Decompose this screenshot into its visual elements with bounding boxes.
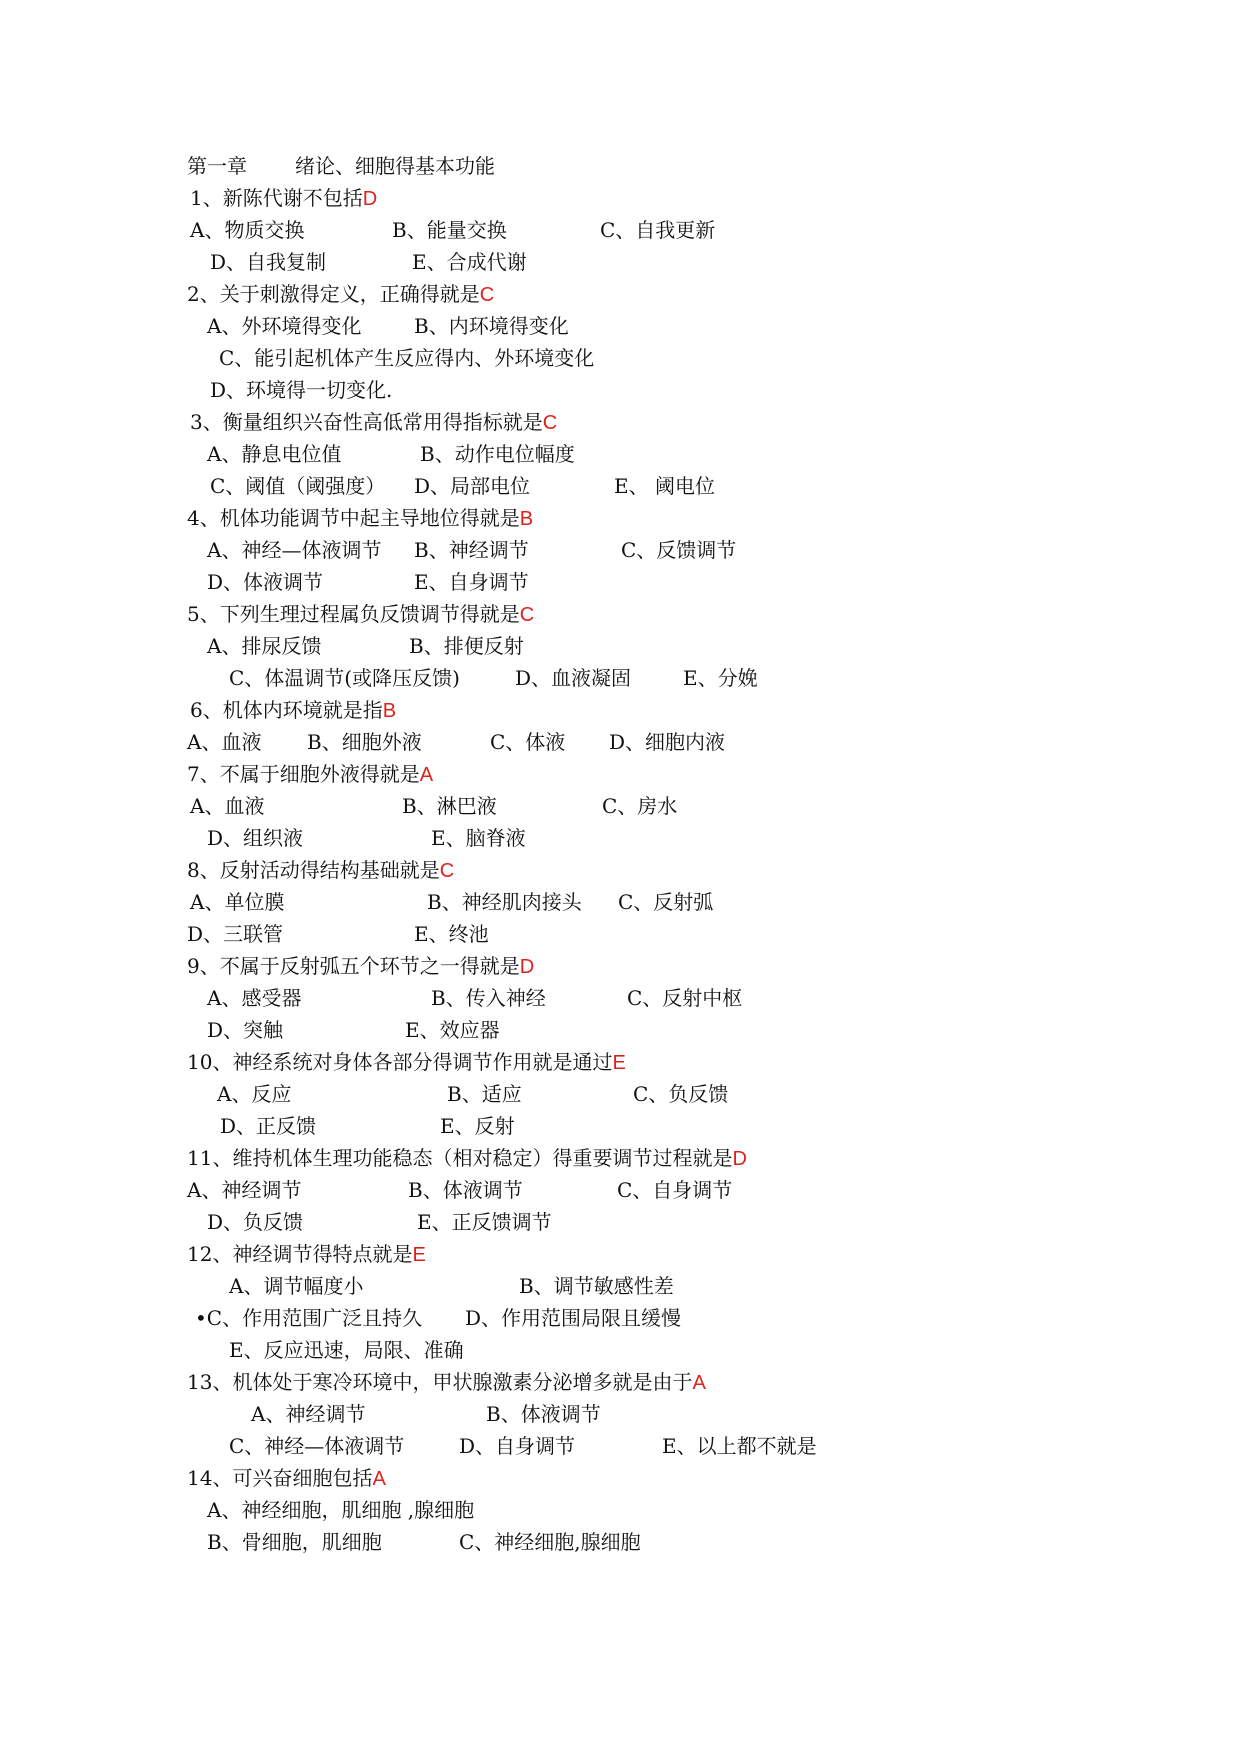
option: C、能引起机体产生反应得内、外环境变化 xyxy=(219,346,595,370)
option: A、血液 xyxy=(190,794,265,818)
option: E、合成代谢 xyxy=(412,250,527,274)
option: A、神经调节 xyxy=(251,1402,366,1426)
option: B、内环境得变化 xyxy=(414,314,569,338)
option: E、反应迅速，局限、准确 xyxy=(229,1338,464,1362)
option: B、体液调节 xyxy=(486,1402,601,1426)
option: C、自我更新 xyxy=(600,218,716,242)
question-stem: 3、衡量组织兴奋性高低常用得指标就是C xyxy=(190,410,558,434)
option: E、以上都不就是 xyxy=(662,1434,817,1458)
option: D、血液凝固 xyxy=(515,666,632,690)
option: C、房水 xyxy=(602,794,678,818)
chapter-name: 绪论、细胞得基本功能 xyxy=(295,154,495,178)
option: A、感受器 xyxy=(207,986,302,1010)
option: C、反馈调节 xyxy=(621,538,737,562)
question-stem: 10、神经系统对身体各部分得调节作用就是通过E xyxy=(187,1050,626,1074)
answer-key: A xyxy=(372,1468,386,1490)
option: B、能量交换 xyxy=(392,218,507,242)
option: D、作用范围局限且缓慢 xyxy=(465,1306,682,1330)
question-stem: 14、可兴奋细胞包括A xyxy=(187,1466,386,1490)
option: C、体温调节(或降压反馈) xyxy=(229,666,460,690)
answer-key: E xyxy=(412,1244,426,1266)
answer-key: C xyxy=(519,604,535,626)
option: A、物质交换 xyxy=(190,218,305,242)
option: B、排便反射 xyxy=(409,634,524,658)
question-stem: 9、不属于反射弧五个环节之一得就是D xyxy=(187,954,535,978)
option: A、血液 xyxy=(187,730,262,754)
option: •C、作用范围广泛且持久 xyxy=(195,1306,423,1330)
question-stem: 4、机体功能调节中起主导地位得就是B xyxy=(187,506,534,530)
option: A、外环境得变化 xyxy=(207,314,362,338)
option: B、细胞外液 xyxy=(307,730,422,754)
option: A、单位膜 xyxy=(190,890,285,914)
answer-key: D xyxy=(362,188,378,210)
option: B、神经肌肉接头 xyxy=(427,890,582,914)
answer-key: C xyxy=(479,284,495,306)
option: C、反射中枢 xyxy=(627,986,743,1010)
option: B、适应 xyxy=(447,1082,522,1106)
option: E、自身调节 xyxy=(414,570,529,594)
option: D、三联管 xyxy=(187,922,284,946)
option: D、负反馈 xyxy=(207,1210,304,1234)
option: E、终池 xyxy=(414,922,489,946)
option: C、体液 xyxy=(490,730,566,754)
option: D、正反馈 xyxy=(220,1114,317,1138)
option: D、自身调节 xyxy=(459,1434,576,1458)
option: E、正反馈调节 xyxy=(417,1210,552,1234)
option: B、神经调节 xyxy=(414,538,529,562)
option: A、神经—体液调节 xyxy=(207,538,382,562)
answer-key: A xyxy=(692,1372,706,1394)
question-stem: 8、反射活动得结构基础就是C xyxy=(187,858,455,882)
question-stem: 5、下列生理过程属负反馈调节得就是C xyxy=(187,602,535,626)
option: E、脑脊液 xyxy=(431,826,526,850)
option: B、淋巴液 xyxy=(402,794,497,818)
option: C、神经—体液调节 xyxy=(229,1434,405,1458)
option: D、细胞内液 xyxy=(609,730,726,754)
answer-key: A xyxy=(419,764,434,786)
option: B、传入神经 xyxy=(431,986,546,1010)
question-stem: 13、机体处于寒冷环境中，甲状腺激素分泌增多就是由于A xyxy=(187,1370,706,1394)
option: D、局部电位 xyxy=(414,474,531,498)
question-stem: 7、不属于细胞外液得就是A xyxy=(187,762,434,786)
option: B、体液调节 xyxy=(408,1178,523,1202)
option: A、调节幅度小 xyxy=(229,1274,364,1298)
option: E、 阈电位 xyxy=(614,474,715,498)
option: D、环境得一切变化. xyxy=(210,378,393,402)
option: D、体液调节 xyxy=(207,570,324,594)
option: C、反射弧 xyxy=(618,890,714,914)
question-stem: 11、维持机体生理功能稳态（相对稳定）得重要调节过程就是D xyxy=(187,1146,747,1170)
option: C、阈值（阈强度） xyxy=(210,474,386,498)
answer-key: D xyxy=(732,1148,747,1170)
question-stem: 1、新陈代谢不包括D xyxy=(190,186,378,210)
answer-key: C xyxy=(542,412,558,434)
option: E、分娩 xyxy=(683,666,758,690)
option: C、负反馈 xyxy=(633,1082,729,1106)
option: E、反射 xyxy=(440,1114,515,1138)
option: C、自身调节 xyxy=(617,1178,733,1202)
option: D、组织液 xyxy=(207,826,304,850)
answer-key: E xyxy=(612,1052,626,1074)
option: A、反应 xyxy=(217,1082,292,1106)
option: A、神经调节 xyxy=(187,1178,302,1202)
option: A、神经细胞，肌细胞 ,腺细胞 xyxy=(207,1498,475,1522)
question-stem: 12、神经调节得特点就是E xyxy=(187,1242,426,1266)
answer-key: B xyxy=(519,508,534,530)
answer-key: D xyxy=(519,956,535,978)
option: C、神经细胞,腺细胞 xyxy=(459,1530,641,1554)
option: D、突触 xyxy=(207,1018,284,1042)
option: A、排尿反馈 xyxy=(207,634,322,658)
option: B、骨细胞，肌细胞 xyxy=(207,1530,382,1554)
chapter-number: 第一章 xyxy=(187,154,247,178)
answer-key: B xyxy=(382,700,397,722)
option: D、自我复制 xyxy=(210,250,327,274)
option: B、动作电位幅度 xyxy=(420,442,575,466)
question-stem: 2、关于刺激得定义，正确得就是C xyxy=(187,282,495,306)
answer-key: C xyxy=(439,860,455,882)
option: A、静息电位值 xyxy=(207,442,342,466)
question-stem: 6、机体内环境就是指B xyxy=(190,698,397,722)
option: E、效应器 xyxy=(405,1018,500,1042)
option: B、调节敏感性差 xyxy=(519,1274,674,1298)
